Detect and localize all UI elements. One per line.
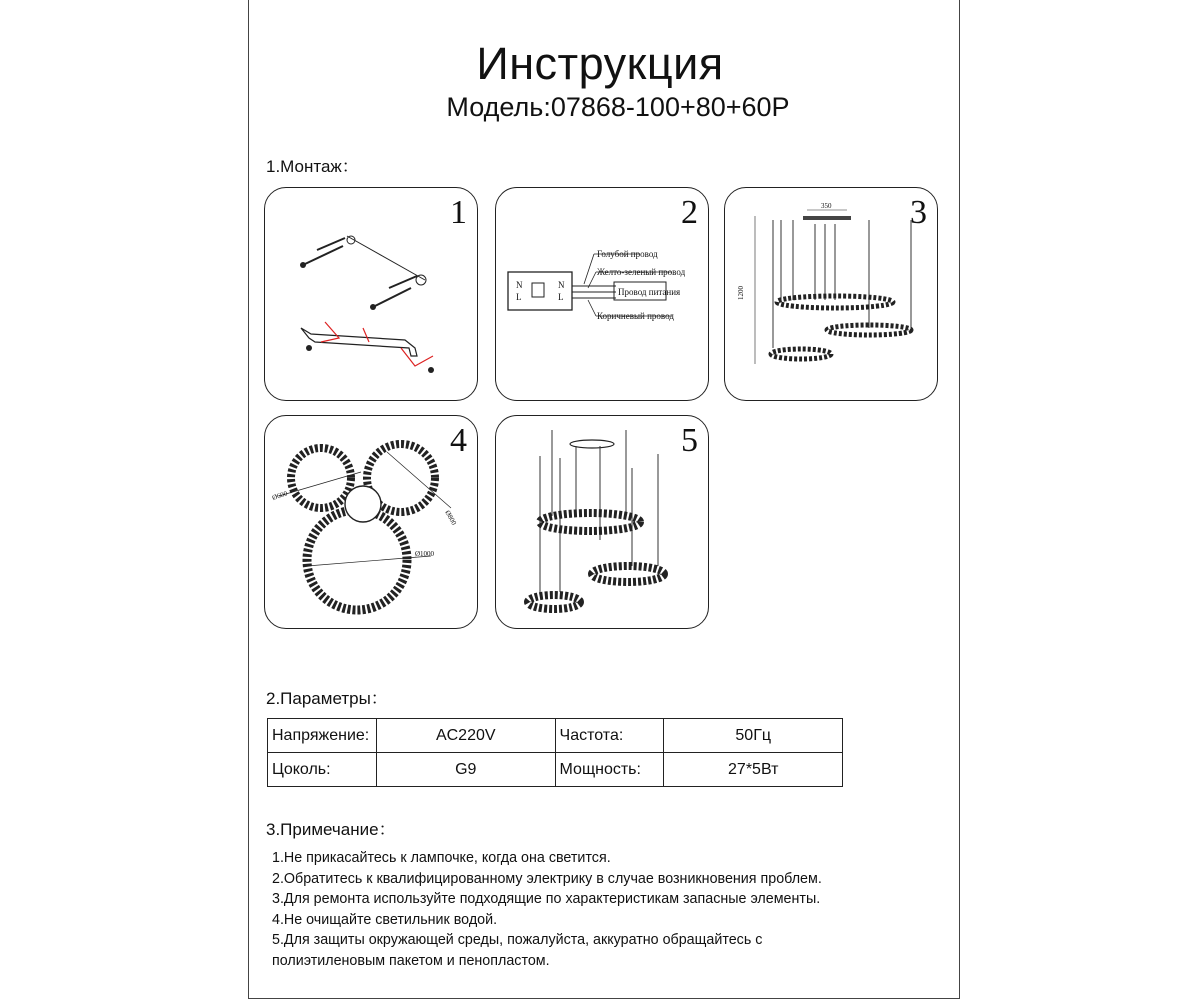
base-value: G9 [376, 753, 555, 787]
power-label: Мощность: [555, 753, 664, 787]
dimension-height: 1200 [737, 286, 745, 300]
list-item: 3.Для ремонта используйте подходящие по характеристикам запасные элементы. [272, 891, 821, 908]
svg-text:N: N [516, 280, 523, 290]
wire-label-yellow-green: Желто-зеленый провод [597, 267, 686, 277]
model-number: Модель:07868-100+80+60P [446, 92, 790, 122]
panel-number: 1 [450, 194, 467, 231]
voltage-value: AC220V [376, 719, 555, 753]
list-item: 1.Не прикасайтесь к лампочке, когда она светится. [272, 850, 611, 866]
voltage-label: Напряжение: [268, 719, 377, 753]
frequency-label: Частота: [555, 719, 664, 753]
power-value: 27*5Вт [664, 753, 843, 787]
panel-1-mounting-screws [264, 187, 478, 401]
panel-5-assembled-view [495, 415, 709, 629]
svg-text:L: L [516, 292, 522, 302]
panel-number: 2 [681, 194, 698, 231]
list-item: 5.Для защиты окружающей среды, пожалуйста, аккуратно обращайтесь с [272, 932, 763, 949]
dimension-large-ring: Ø1000 [415, 550, 435, 558]
panel-3-dimensions [724, 187, 938, 401]
svg-text:L: L [558, 292, 564, 302]
panel-4-top-view [264, 415, 478, 629]
notes-heading: 3.Примечание： [266, 820, 396, 839]
installation-heading: 1.Монтаж： [266, 157, 359, 176]
panel-number: 3 [910, 194, 927, 231]
wire-label-brown: Коричневый провод [597, 311, 674, 321]
notes-list [272, 848, 932, 972]
table-row [268, 753, 843, 787]
panel-2-wiring [495, 187, 709, 401]
frequency-value: 50Гц [664, 719, 843, 753]
wire-label-power: Провод питания [618, 287, 681, 297]
document-title: Инструкция [476, 38, 724, 89]
wire-label-blue: Голубой провод [597, 249, 658, 259]
parameters-table [267, 718, 843, 787]
base-label: Цоколь: [268, 753, 377, 787]
dimension-top: 350 [821, 202, 832, 210]
parameters-heading: 2.Параметры： [266, 689, 388, 708]
panel-number: 5 [681, 422, 698, 459]
panel-number: 4 [450, 422, 467, 459]
table-row [268, 719, 843, 753]
list-item: 4.Не очищайте светильник водой. [272, 911, 498, 928]
dimension-medium-ring: Ø800 [443, 509, 458, 527]
svg-text:N: N [558, 280, 565, 290]
list-item: 2.Обратитесь к квалифицированному электрику в случае возникновения проблем. [272, 870, 822, 887]
list-item: полиэтиленовым пакетом и пенопластом. [272, 952, 550, 969]
dimension-small-ring: Ø600 [271, 489, 289, 502]
